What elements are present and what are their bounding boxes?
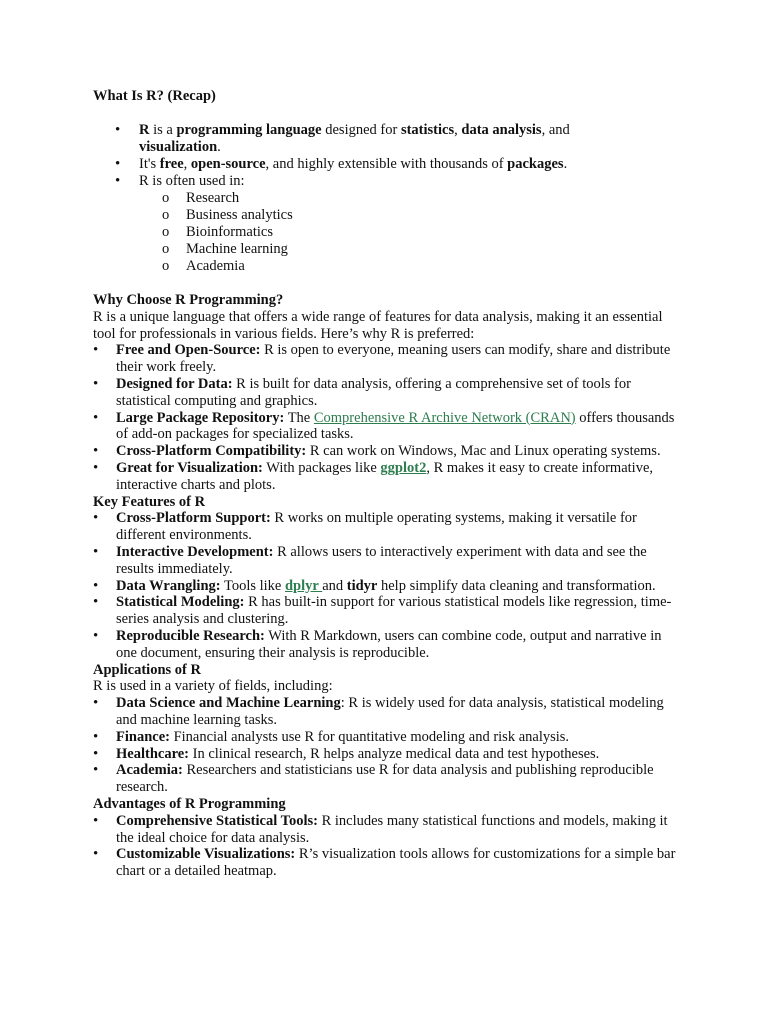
text: , [454, 122, 462, 138]
text: . [563, 156, 568, 172]
item-text: The [284, 409, 314, 426]
why-intro: R is a unique language that offers a wide range of features for data analysis, making it an essential tool for professionals in various fields. Here’s why R is preferred: [93, 308, 663, 342]
item-text: offers thousands of add-on packages for specialized tasks. [116, 409, 675, 443]
text: is a [149, 122, 177, 138]
item-text: R is built for data analysis, offering a comprehensive set of tools for statistical computing and graphics. [116, 375, 631, 409]
text: designed for [321, 122, 401, 138]
term: statistics [400, 122, 455, 138]
item-label: Healthcare: [116, 745, 190, 762]
applications-heading: Applications of R [93, 661, 201, 678]
item-label: Free and Open-Source: [116, 342, 261, 359]
list-item [116, 342, 683, 376]
term: open-source [190, 156, 266, 172]
dplyr-link[interactable]: dplyr [284, 577, 323, 594]
features-list [93, 510, 683, 661]
list-item [116, 510, 683, 544]
sublist-item: o Bioinformatics [186, 224, 639, 241]
item-text: R has built-in support for various statistical models like regression, time-series analysis and clustering. [116, 594, 672, 628]
item-label: Comprehensive Statistical Tools: [116, 812, 318, 829]
item-text: With R Markdown, users can combine code, output and narrative in one document, ensuring their analysis is reproducible. [116, 627, 662, 661]
advantages-heading: Advantages of R Programming [93, 795, 286, 812]
list-item [116, 729, 683, 746]
applications-intro: R is used in a variety of fields, including: [93, 678, 333, 695]
features-heading: Key Features of R [93, 493, 206, 510]
item-label: Finance: [116, 728, 170, 745]
list-item [116, 846, 683, 880]
item-text: R works on multiple operating systems, making it versatile for different environments. [116, 510, 637, 544]
term: visualization [139, 139, 218, 155]
item-text: , R makes it easy to create informative, interactive charts and plots. [116, 459, 654, 493]
text: . [217, 139, 221, 155]
item-text: Financial analysts use R for quantitative modeling and risk analysis. [169, 728, 570, 745]
list-item [116, 762, 683, 796]
list-item [116, 544, 683, 578]
item-text: R allows users to interactively experiment with data and see the results immediately. [116, 543, 647, 577]
item-label: Large Package Repository: [116, 409, 285, 426]
applications-list [93, 695, 683, 796]
item-label: Customizable Visualizations: [116, 846, 296, 863]
item-text: In clinical research, R helps analyze medical data and test hypotheses. [189, 745, 600, 762]
item-label: Data Wrangling: [116, 577, 221, 594]
recap-heading: What Is R? (Recap) [93, 88, 216, 104]
list-item [116, 746, 683, 763]
ggplot2-link[interactable]: ggplot2 [380, 459, 427, 476]
cran-link[interactable]: Comprehensive R Archive Network (CRAN) [313, 409, 576, 426]
item-label: Designed for Data: [116, 375, 233, 392]
uses-sublist [139, 190, 639, 275]
sublist-item: o Machine learning [186, 241, 639, 258]
why-list [93, 342, 683, 493]
recap-list [139, 122, 639, 275]
item-label: Reproducible Research: [116, 627, 265, 644]
item-label: Cross-Platform Support: [116, 510, 271, 527]
sublist-item: o Academia [186, 258, 639, 275]
item-label: Academia: [116, 762, 183, 779]
list-item [139, 173, 639, 275]
term: programming language [176, 122, 322, 138]
item-text: R includes many statistical functions and models, making it the ideal choice for data analysis. [116, 812, 668, 846]
item-text: : R is widely used for data analysis, statistical modeling and machine learning tasks. [116, 695, 664, 728]
list-item [116, 410, 683, 444]
sublist-item: o Business analytics [186, 207, 639, 224]
item-text: R is open to everyone, meaning users can modify, share and distribute their work freely. [116, 342, 671, 376]
item-text: and [322, 577, 347, 594]
item-text: R’s visualization tools allows for customizations for a simple bar chart or a detailed heatmap. [116, 846, 676, 880]
text: , and [541, 122, 570, 138]
sublist-item: o Research [186, 190, 639, 207]
term: tidyr [346, 577, 378, 594]
term: free [159, 156, 184, 172]
text: , and highly extensible with thousands of [265, 156, 508, 172]
why-heading: Why Choose R Programming? [93, 292, 284, 308]
main-content [93, 292, 683, 880]
item-text: Researchers and statisticians use R for data analysis and publishing reproducible research. [116, 762, 654, 796]
list-item [116, 628, 683, 662]
text: It's [139, 156, 160, 172]
text: , [183, 156, 191, 172]
list-item [116, 813, 683, 847]
item-label: Interactive Development: [116, 543, 274, 560]
list-item [116, 443, 683, 460]
item-text: help simplify data cleaning and transformation. [377, 577, 656, 594]
text: R is often used in: [139, 173, 245, 189]
term: data analysis [461, 122, 542, 138]
list-item [139, 122, 639, 156]
list-item [116, 695, 683, 729]
item-text: Tools like [220, 577, 285, 594]
term: packages [507, 156, 564, 172]
item-label: Data Science and Machine Learning [116, 695, 341, 712]
advantages-list [93, 813, 683, 880]
item-label: Great for Visualization: [116, 459, 263, 476]
term-r: R [139, 122, 150, 138]
list-item [116, 376, 683, 410]
list-item [139, 156, 639, 173]
item-text: R can work on Windows, Mac and Linux operating systems. [306, 443, 661, 460]
list-item [116, 594, 683, 628]
item-label: Statistical Modeling: [116, 594, 245, 611]
list-item [116, 460, 683, 494]
item-text: With packages like [262, 459, 381, 476]
list-item [116, 578, 683, 595]
item-label: Cross-Platform Compatibility: [116, 443, 307, 460]
